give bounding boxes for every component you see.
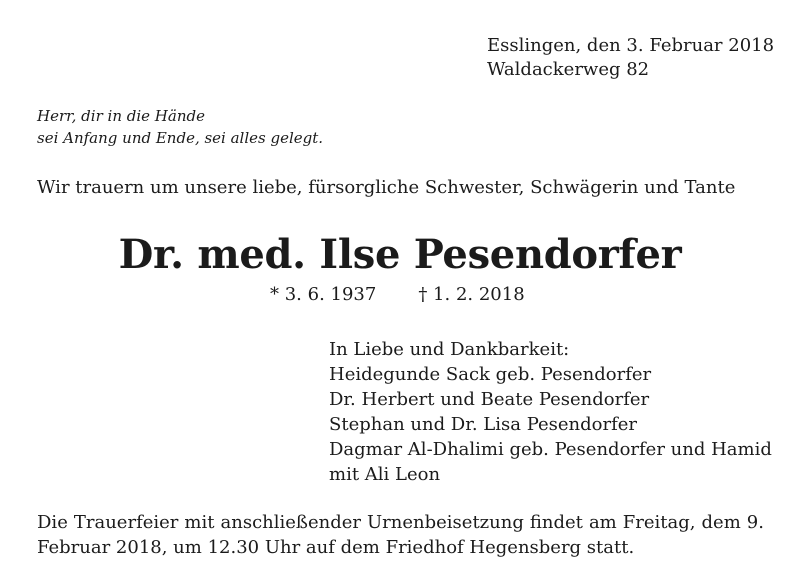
- deceased-name: Dr. med. Ilse Pesendorfer: [118, 231, 682, 278]
- family-signatures: [329, 337, 772, 487]
- place-date-block: [487, 34, 774, 82]
- family-member: Dr. Herbert und Beate Pesendorfer: [329, 389, 650, 410]
- life-dates: [270, 283, 525, 307]
- quote-line-2: sei Anfang und Ende, sei alles gelegt.: [37, 129, 324, 147]
- family-member: mit Ali Leon: [329, 464, 441, 485]
- funeral-service-info: Die Trauerfeier mit anschließender Urnenbeisetzung findet am Freitag, dem 9. Februar 2018, um 12.30 Uhr auf dem Friedhof Hegensberg statt.: [37, 512, 764, 558]
- family-heading: In Liebe und Dankbarkeit:: [329, 339, 570, 360]
- bible-quote: [37, 105, 323, 149]
- quote-line-1: Herr, dir in die Hände: [37, 107, 205, 125]
- address-line: Waldackerweg 82: [487, 59, 650, 80]
- death-date: † 1. 2. 2018: [418, 284, 525, 305]
- intro-text: Wir trauern um unsere liebe, fürsorgliche Schwester, Schwägerin und Tante: [37, 177, 736, 198]
- place-date-line: Esslingen, den 3. Februar 2018: [487, 35, 775, 56]
- family-member: Dagmar Al-Dhalimi geb. Pesendorfer und Hamid: [329, 439, 772, 460]
- family-member: Stephan und Dr. Lisa Pesendorfer: [329, 414, 638, 435]
- birth-date: * 3. 6. 1937: [270, 284, 377, 305]
- family-member: Heidegunde Sack geb. Pesendorfer: [329, 364, 652, 385]
